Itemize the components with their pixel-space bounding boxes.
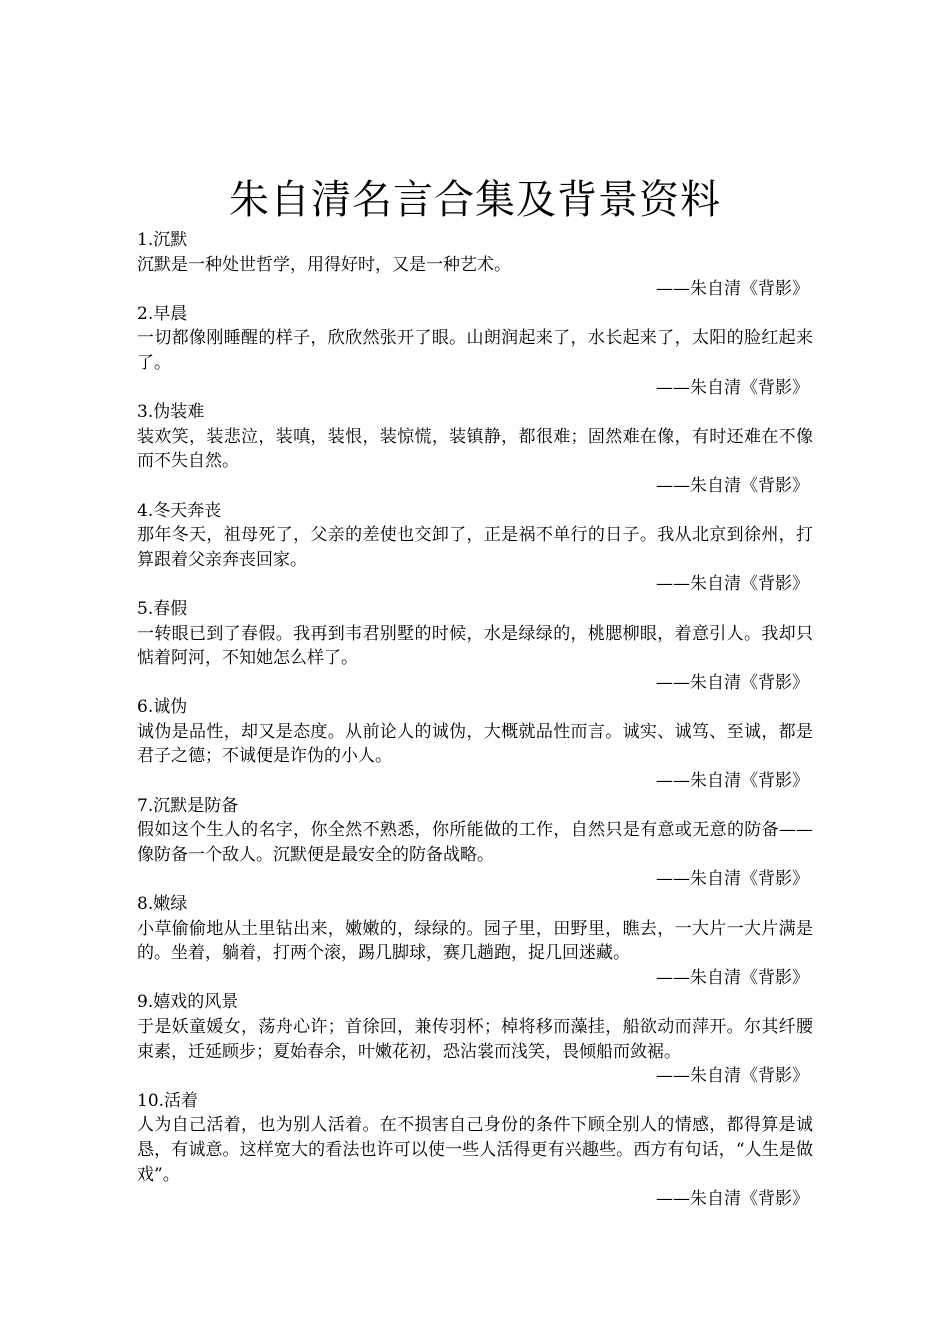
quote-source: ——朱自清《背影》 xyxy=(656,672,809,693)
quote-heading: 1.沉默 xyxy=(137,230,188,250)
quote-source: ——朱自清《背影》 xyxy=(656,771,809,792)
quote-entry xyxy=(137,400,813,498)
quote-source: ——朱自清《背影》 xyxy=(656,1189,809,1210)
quote-text: 人为自己活着，也为别人活着。在不损害自己身份的条件下顾全别人的情感，都得算是诚恳，有诚意。这样宽大的看法也许可以使一些人活得更有兴趣些。西方有句话，“人生是做戏”。 xyxy=(137,1115,813,1185)
quote-text: 诚伪是品性，却又是态度。从前论人的诚伪，大概就品性而言。诚实、诚笃、至诚，都是君子之德；不诚便是诈伪的小人。 xyxy=(137,721,813,767)
quote-entry xyxy=(137,228,813,302)
quote-entry xyxy=(137,1089,813,1212)
quote-heading: 6.诚伪 xyxy=(137,697,188,718)
quote-source: ——朱自清《背影》 xyxy=(656,574,809,595)
quote-heading: 5.春假 xyxy=(137,598,188,619)
quote-heading: 7.沉默是防备 xyxy=(137,795,239,816)
quote-text: 一转眼已到了春假。我再到韦君别墅的时候，水是绿绿的，桃腮柳眼，着意引人。我却只惦着阿河，不知她怎么样了。 xyxy=(137,623,813,669)
quote-entry xyxy=(137,302,813,400)
quote-source: ——朱自清《背影》 xyxy=(656,475,809,496)
quote-heading: 3.伪装难 xyxy=(137,402,205,423)
quote-text: 沉默是一种处世哲学，用得好时，又是一种艺术。 xyxy=(137,254,511,275)
quote-source: ——朱自清《背影》 xyxy=(656,377,809,398)
quote-heading: 4.冬天奔丧 xyxy=(137,500,222,521)
quote-source: ——朱自清《背影》 xyxy=(656,279,809,300)
quote-entry xyxy=(137,695,813,793)
quote-heading: 9.嬉戏的风景 xyxy=(137,992,239,1013)
quote-text: 小草偷偷地从土里钻出来，嫩嫩的，绿绿的。园子里，田野里，瞧去，一大片一大片满是的。坐着，躺着，打两个滚，踢几脚球，赛几趟跑，捉几回迷藏。 xyxy=(137,918,813,964)
quote-text: 装欢笑，装悲泣，装嗔，装恨，装惊慌，装镇静，都很难；固然难在像，有时还难在不像而不失自然。 xyxy=(137,426,813,472)
quote-heading: 10.活着 xyxy=(137,1090,199,1111)
quote-text: 于是妖童媛女，荡舟心许；首徐回，兼传羽杯；棹将移而藻挂，船欲动而萍开。尔其纤腰束素，迁延顾步；夏始春余，叶嫩花初，恐沾裳而浅笑，畏倾船而敛裾。 xyxy=(137,1017,813,1062)
quote-entry xyxy=(137,597,813,695)
quote-entry xyxy=(137,892,813,990)
quote-entry xyxy=(137,499,813,597)
quote-heading: 8.嫩绿 xyxy=(137,894,188,915)
quote-text: 一切都像刚睡醒的样子，欣欣然张开了眼。山朗润起来了，水长起来了，太阳的脸红起来了。 xyxy=(137,328,813,373)
page-title: 朱自清名言合集及背景资料 xyxy=(229,177,721,223)
quote-source: ——朱自清《背影》 xyxy=(656,967,809,988)
quote-text: 假如这个生人的名字，你全然不熟悉，你所能做的工作，自然只是有意或无意的防备——像防备一个敌人。沉默便是最安全的防备战略。 xyxy=(137,820,813,865)
document-page xyxy=(137,172,813,1212)
quote-entry xyxy=(137,794,813,892)
quote-source: ——朱自清《背影》 xyxy=(656,869,809,890)
quote-heading: 2.早晨 xyxy=(137,303,188,324)
quote-entry xyxy=(137,990,813,1088)
quote-list xyxy=(137,228,813,1212)
quote-text: 那年冬天，祖母死了，父亲的差使也交卸了，正是祸不单行的日子。我从北京到徐州，打算跟着父亲奔丧回家。 xyxy=(137,525,813,570)
quote-source: ——朱自清《背影》 xyxy=(656,1066,809,1087)
